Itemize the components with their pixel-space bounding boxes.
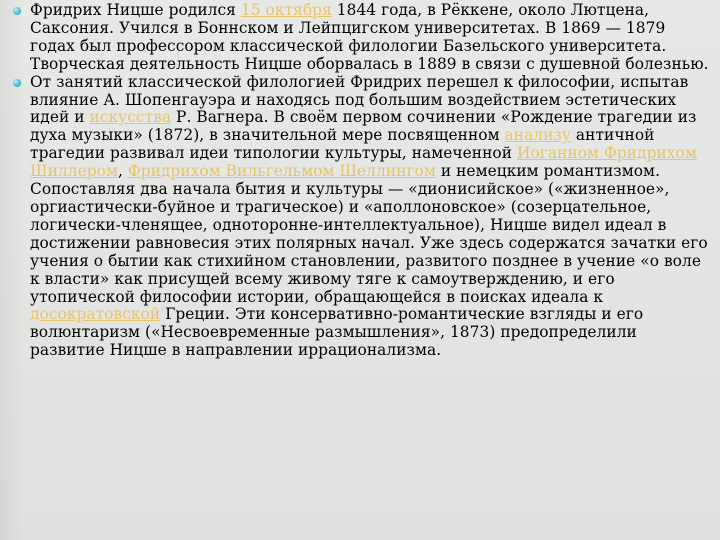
link-schelling[interactable]: Фридрихом Вильгельмом Шеллингом <box>127 162 436 181</box>
bullet-text: Фридрих Ницше родился <box>30 1 241 19</box>
bullet-text: , <box>117 162 128 181</box>
link-15-october[interactable]: 15 октября <box>240 1 332 19</box>
bullet-text: Греции. Эти консервативно-романтические взгляды и его волюнтаризм («Несвоевременные размышления», 1873) предопределили развитие Ницше в направлении иррационализма. <box>30 305 644 360</box>
bullet-list <box>12 2 712 360</box>
bullet-text: Р. Вагнера. В своём первом сочинении «Рождение трагедии из духа музыки» (1872), в значительной мере посвященном <box>30 108 697 145</box>
bullet-dot-icon <box>13 7 21 15</box>
link-schiller[interactable]: Иоганном Фридрихом Шиллером <box>30 144 697 181</box>
bullet-item-biography <box>12 2 712 74</box>
bullet-item-philosophy <box>12 74 712 361</box>
link-analysis[interactable]: анализу <box>504 126 571 145</box>
link-presocratic[interactable]: досократовской <box>30 305 161 324</box>
bullet-dot-icon <box>13 79 21 87</box>
link-art[interactable]: искусства <box>89 108 172 127</box>
bullet-text: античной трагедии развивал идеи типологии культуры, намеченной <box>30 126 655 163</box>
bullet-text: и немецким романтизмом. Сопоставляя два начала бытия и культуры — «дионисийское» («жизненное», оргиастически-буйное и трагическое) и «аполлоновское» (созерцательное, логически-членящее, одноторонне-интеллектуальное), Ницше видел идеал в достижении равновесия этих полярных начал. Уже здесь содержатся зачатки его учения о бытии как стихийном становлении, развитого позднее в учение «о воле к власти» как присущей всему живому тяге к самоутверждению, и его утопической философии истории, обращающейся в поисках идеала к <box>30 162 708 306</box>
bullet-text: От занятий классической филологией Фридрих перешел к философии, испытав влияние А. Шопенгауэра и находясь под большим воздействием эстетических идей и <box>30 72 689 127</box>
bullet-text: 1844 года, в Рёккене, около Лютцена, Саксония. Учился в Боннском и Лейпцигском университетах. В 1869 — 1879 годах был профессором классической филологии Базельского университета. Творческая деятельность Ницше оборвалась в 1889 в связи с душевной болезнью. <box>30 1 709 73</box>
